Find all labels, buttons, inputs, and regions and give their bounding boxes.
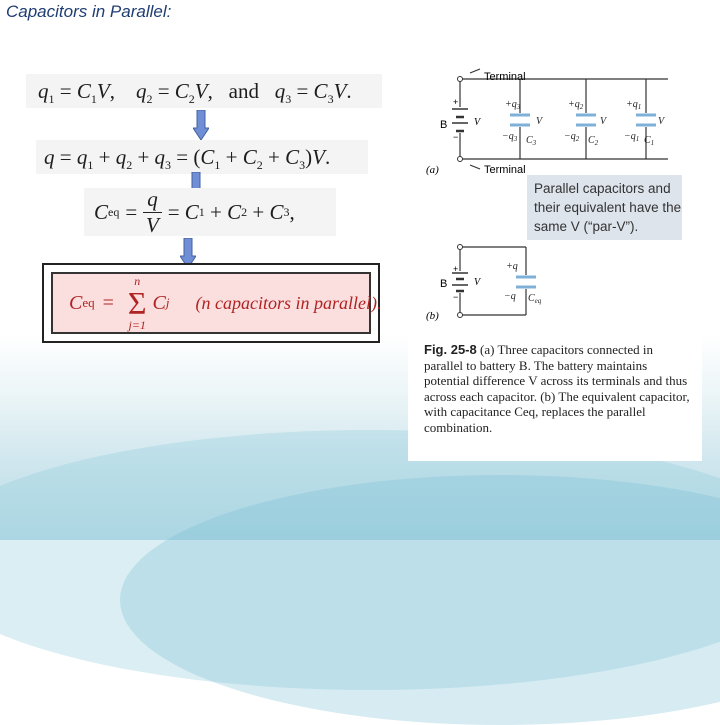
- slide-title: Capacitors in Parallel:: [6, 2, 172, 21]
- battery-label: B: [440, 119, 448, 131]
- svg-text:Ceq: $C_{eq}$: [528, 293, 542, 305]
- capacitor-c3-icon: [510, 115, 530, 125]
- figure-caption: [424, 342, 694, 436]
- down-arrow-icon: [193, 110, 209, 140]
- svg-text:+: +: [453, 97, 459, 107]
- svg-text:V: V: [474, 277, 481, 288]
- svg-text:C1: $C_1$: [644, 135, 655, 147]
- svg-text:−q1: $-q_1$: [624, 131, 640, 143]
- svg-text:−q3: $-q_3$: [502, 131, 518, 143]
- svg-text:V: V: [474, 117, 481, 128]
- callout-note: Parallel capacitors and their equivalent have the same V (“par-V”).: [527, 175, 682, 240]
- result-box: [42, 263, 380, 343]
- result-equation: C eq = n Σ j=1 C j (n capacitors in parallel).: [51, 272, 371, 334]
- svg-text:B: B: [440, 278, 448, 290]
- capacitor-ceq-icon: [516, 277, 536, 287]
- svg-text:V: V: [600, 116, 607, 127]
- svg-text:V: V: [536, 116, 543, 127]
- capacitor-c1-icon: [636, 115, 656, 125]
- caption-label: Fig. 25-8: [424, 342, 477, 357]
- svg-text:+q1: $+q_1$: [626, 99, 642, 111]
- battery-icon: [452, 273, 468, 291]
- svg-text:+: +: [453, 264, 459, 274]
- label-b: (b): [426, 310, 439, 322]
- svg-text:+q: +q: [506, 261, 518, 272]
- battery-icon: [452, 109, 468, 131]
- result-note: (n capacitors in parallel).: [195, 292, 382, 313]
- svg-text:V: V: [658, 116, 665, 127]
- svg-text:C3: $C_3$: [526, 135, 537, 147]
- svg-text:C2: $C_2$: [588, 135, 599, 147]
- label-a: (a): [426, 164, 439, 176]
- svg-text:−q: −q: [504, 291, 516, 302]
- svg-text:−q2: $-q_2$: [564, 131, 580, 143]
- capacitor-c2-icon: [576, 115, 596, 125]
- svg-text:+q3: $+q_3$: [505, 99, 521, 111]
- svg-text:−: −: [453, 292, 459, 302]
- terminal-bottom-label: Terminal: [484, 164, 526, 176]
- svg-text:+q2: $+q_2$: [568, 99, 584, 111]
- and-word: and: [228, 79, 259, 103]
- terminal-top-label: Terminal: [484, 71, 526, 83]
- equation-charges: $q_1 = C_1V$, $q_2 = C_2V$, and $q_3 = C_3V$.: [26, 74, 382, 108]
- equation-total-charge: $q = q_1 + q_2 + q_3 = (C_1 + C_2 + C_3)V$.: [36, 140, 368, 174]
- svg-text:−: −: [453, 132, 459, 142]
- caption-text: (a) Three capacitors connected in parallel to battery B. The battery maintains potential difference V across its terminals and thus across each capacitor. (b) The equivalent capacitor, with capacitance Ceq, replaces the parallel combination.: [424, 342, 690, 435]
- equation-equivalent: C eq = $\frac{q}{V}$ = C 1 + C 2 + C 3 ,: [84, 188, 336, 236]
